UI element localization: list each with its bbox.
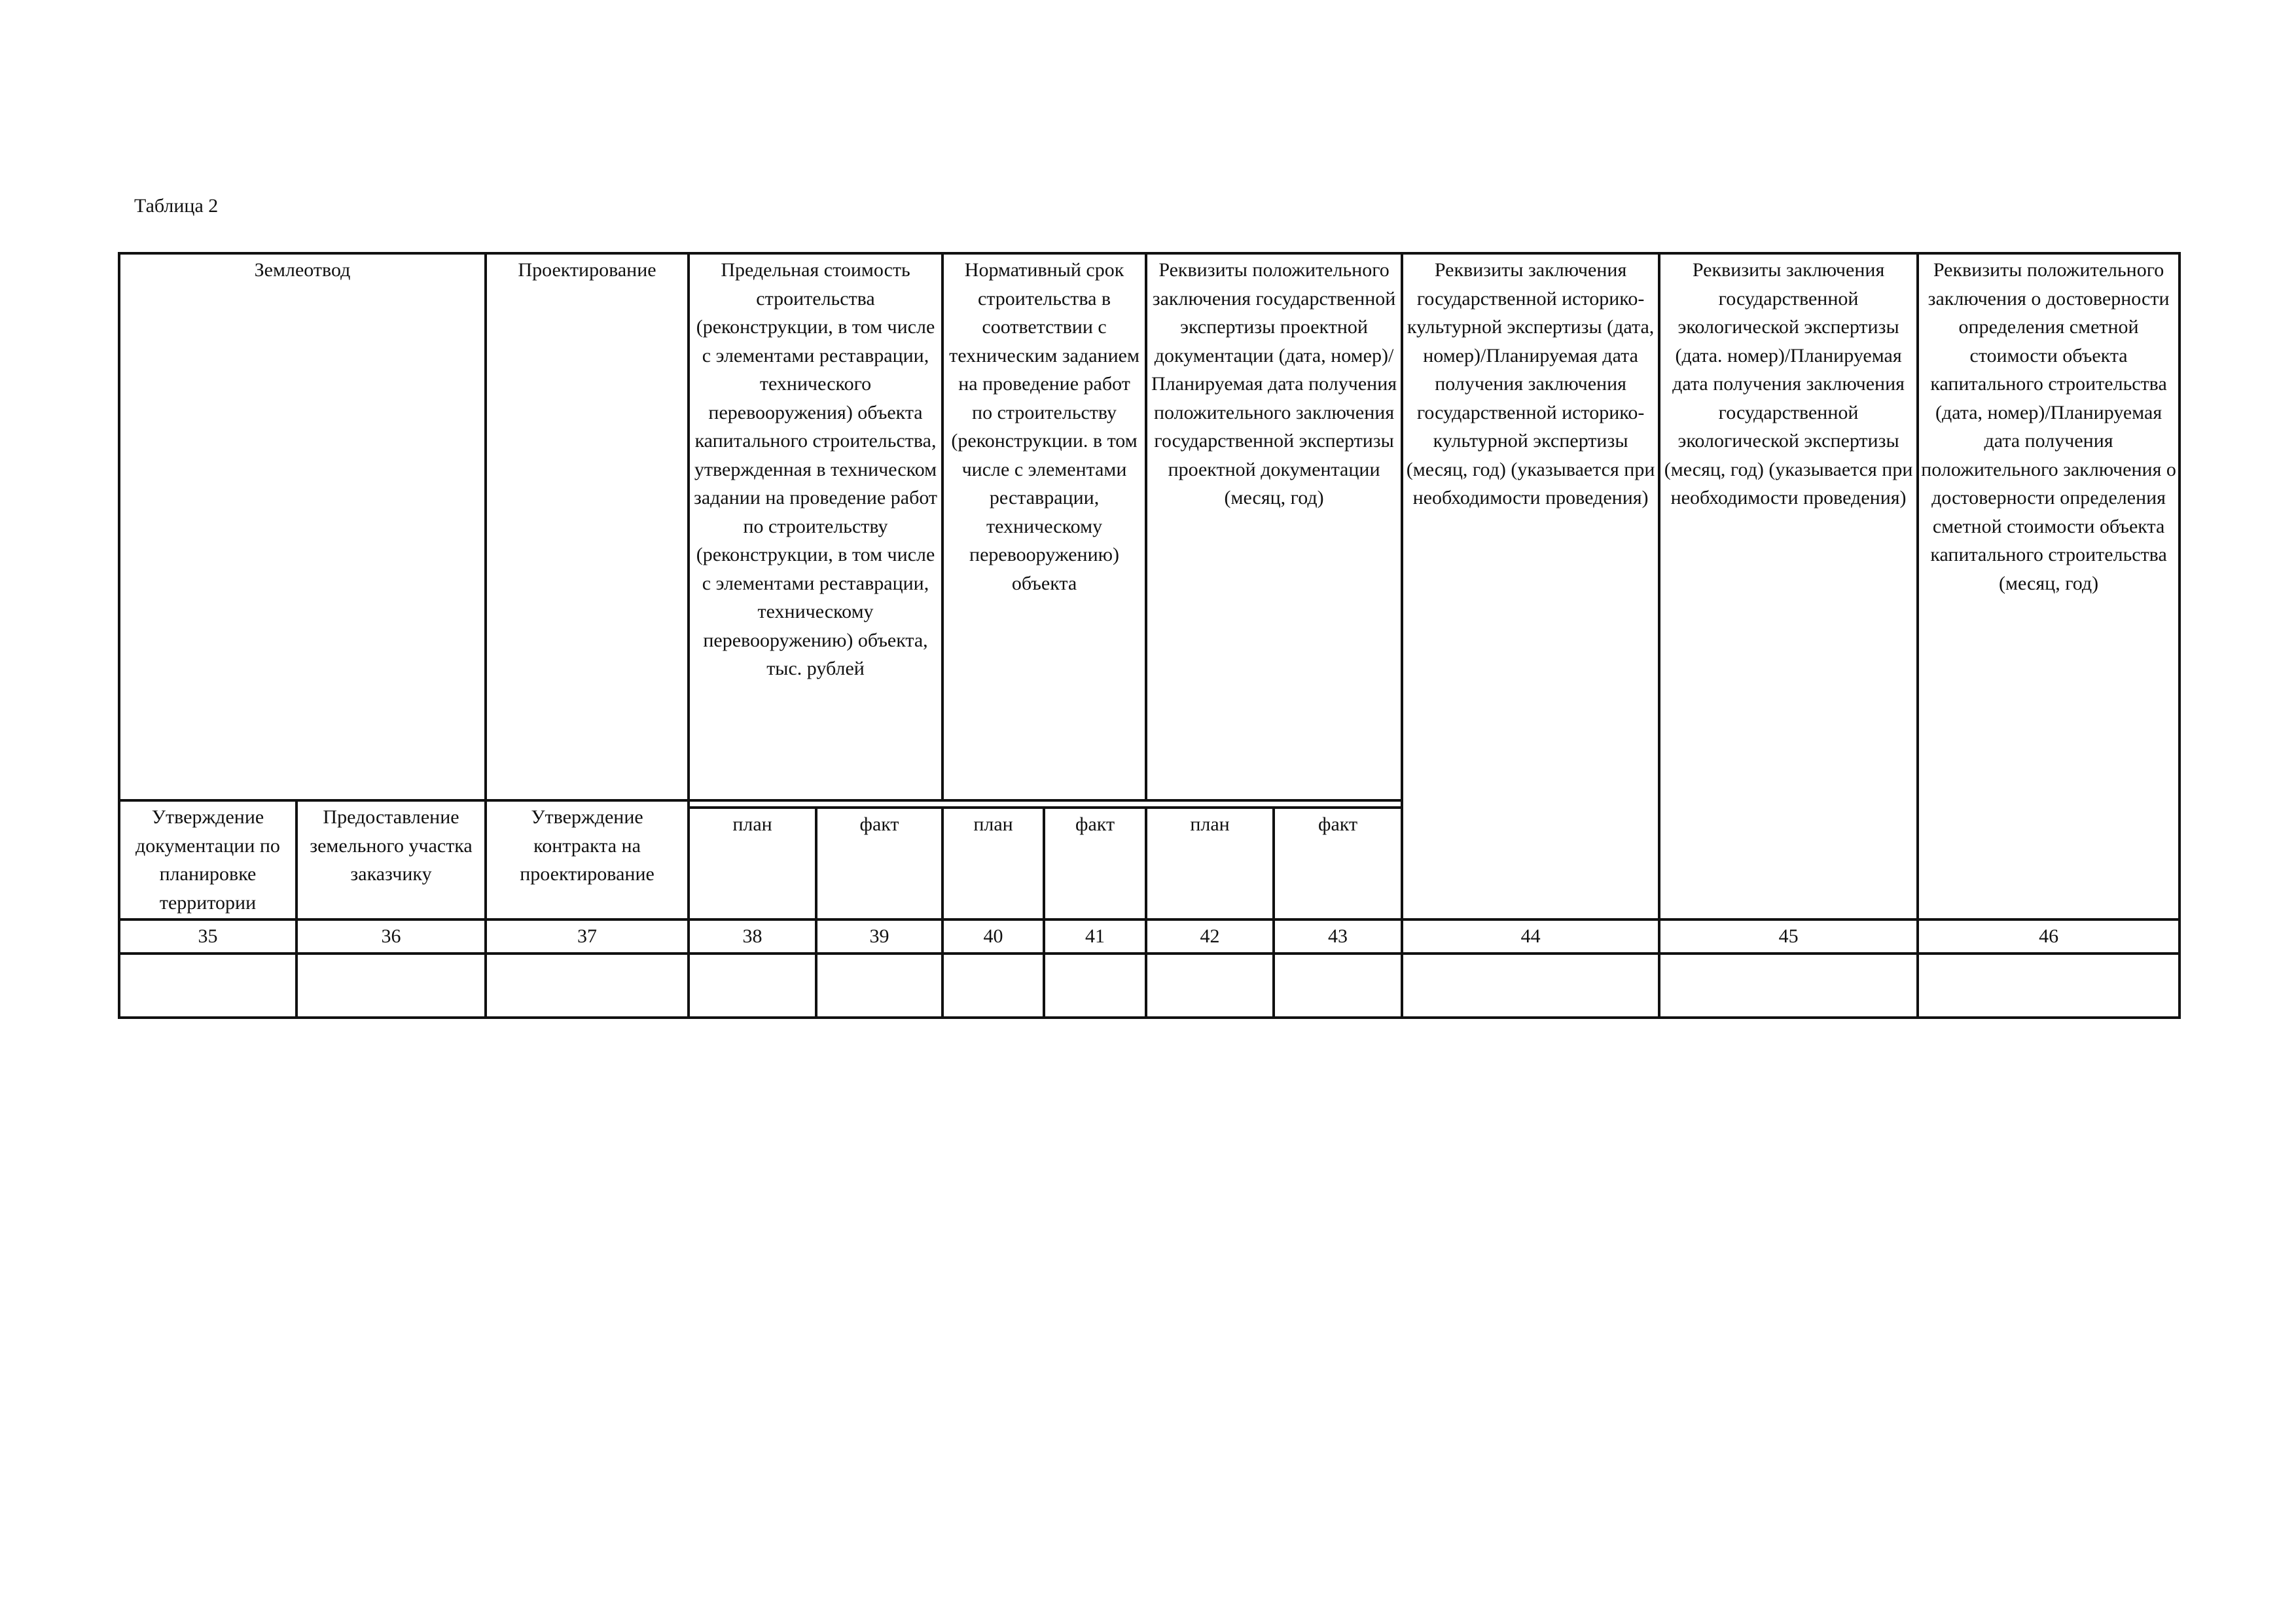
table-row	[119, 954, 2179, 1018]
empty-cell	[1044, 954, 1146, 1018]
empty-cell	[486, 954, 689, 1018]
header-ecological-expertise: Реквизиты заключения государственной экологической экспертизы (дата. номер)/Планируемая дата получения заключения государственной экологической экспертизы (месяц, год) (указывается при необходимости проведения)	[1659, 253, 1918, 919]
column-number: 41	[1044, 919, 1146, 954]
column-number: 36	[296, 919, 486, 954]
column-number: 39	[816, 919, 942, 954]
header-proektirovanie: Проектирование	[486, 253, 689, 800]
header-fakt-39: факт	[816, 808, 942, 919]
header-estimate-reliability: Реквизиты положительного заключения о достоверности определения сметной стоимости объекта капитального строительства (дата, номер)/Планируемая дата получения положительного заключения о достоверности определения сметной стоимости объекта капитального строительства (месяц, год)	[1918, 253, 2179, 919]
header-plan-40: план	[942, 808, 1044, 919]
table-caption: Таблица 2	[134, 195, 219, 217]
header-land-provision: Предоставление земельного участка заказчику	[296, 800, 486, 919]
column-number: 46	[1918, 919, 2179, 954]
header-planning-approval: Утверждение документации по планировке территории	[119, 800, 296, 919]
empty-cell	[1402, 954, 1659, 1018]
empty-cell	[296, 954, 486, 1018]
column-number: 37	[486, 919, 689, 954]
header-fakt-41: факт	[1044, 808, 1146, 919]
empty-cell	[1146, 954, 1274, 1018]
header-historical-expertise: Реквизиты заключения государственной историко-культурной экспертизы (дата, номер)/Планируемая дата получения заключения государственной историко-культурной экспертизы (месяц, год) (указывается при необходимости проведения)	[1402, 253, 1659, 919]
header-contract-approval: Утверждение контракта на проектирование	[486, 800, 689, 919]
header-zemleotvod: Землеотвод	[119, 253, 486, 800]
empty-cell	[119, 954, 296, 1018]
empty-cell	[1918, 954, 2179, 1018]
header-state-expertise: Реквизиты положительного заключения государственной экспертизы проектной документации (дата, номер)/Планируемая дата получения положительного заключения государственной экспертизы проектной документации (месяц, год)	[1146, 253, 1402, 800]
column-number: 38	[689, 919, 816, 954]
column-number: 40	[942, 919, 1044, 954]
column-number: 35	[119, 919, 296, 954]
header-max-cost: Предельная стоимость строительства (реконструкции, в том числе с элементами реставрации, технического перевооружения) объекта капитального строительства, утвержденная в техническом задании на проведение работ по строительству (реконструкции, в том числе с элементами реставрации, техническому перевооружению) объекта, тыс. рублей	[689, 253, 942, 800]
header-normative-term: Нормативный срок строительства в соответствии с техническим заданием на проведение работ по строительству (реконструкции. в том числе с элементами реставрации, техническому перевооружению) объекта	[942, 253, 1146, 800]
column-number: 42	[1146, 919, 1274, 954]
empty-cell	[1659, 954, 1918, 1018]
header-fakt-43: факт	[1274, 808, 1402, 919]
form-table	[118, 252, 2181, 1019]
column-number: 45	[1659, 919, 1918, 954]
header-plan-38: план	[689, 808, 816, 919]
header-spacer	[689, 800, 1402, 808]
empty-cell	[689, 954, 816, 1018]
column-number: 43	[1274, 919, 1402, 954]
empty-cell	[816, 954, 942, 1018]
empty-cell	[942, 954, 1044, 1018]
empty-cell	[1274, 954, 1402, 1018]
column-number: 44	[1402, 919, 1659, 954]
header-plan-42: план	[1146, 808, 1274, 919]
